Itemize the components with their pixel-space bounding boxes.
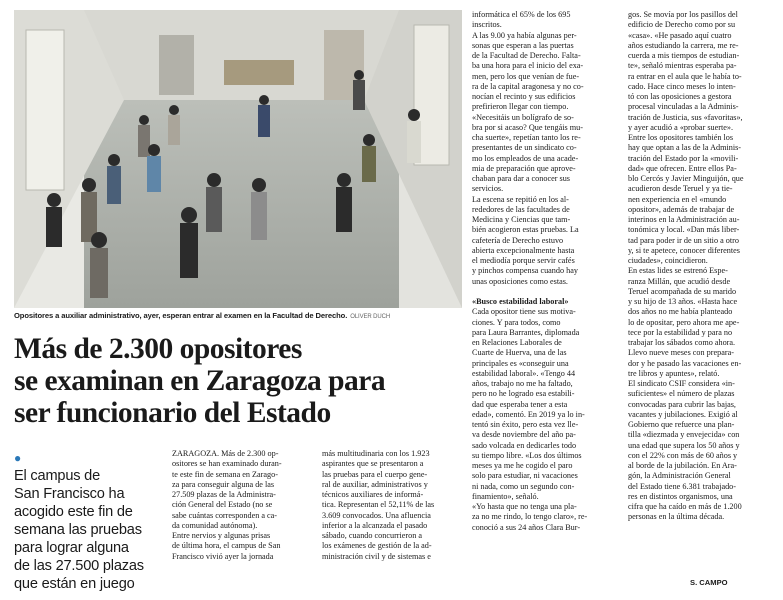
article-line: sabe cuántas corresponden a ca- (172, 510, 278, 520)
article-line: mia de preparación que aprove- (472, 163, 576, 173)
article-line: servicios. (472, 184, 504, 194)
article-line: más multitudinaria con los 1.923 (322, 449, 430, 458)
article-line: dor y he pasado las vacaciones en- (628, 358, 742, 368)
article-line: tó con las oposiciones a gestora (628, 92, 732, 101)
article-line: aspirantes que se presentaron a (322, 459, 424, 469)
article-line: hay que optan a las de la Adminis- (628, 143, 742, 153)
article-line: y, si te apetece, conocer diferentes (628, 245, 740, 255)
lead-summary (14, 449, 166, 593)
article-line: Medicina y Ciencias que tam- (472, 215, 571, 224)
lead-line: semana las pruebas (14, 522, 142, 538)
article-line: tentó sin éxito, pero esta vez lle- (472, 420, 579, 429)
article-line: sonas que esperan a las puertas (472, 40, 574, 50)
article-line: ZARAGOZA. Más de 2.300 op- (172, 449, 279, 458)
article-line: estabilidad laboral». «Tengo 44 (472, 368, 576, 378)
article-line: presentantes de un sindicato co- (472, 143, 577, 153)
article-line: bién acogieron estas pruebas. La (472, 225, 579, 235)
article-line: del Estado tiene 6.381 trabajado- (628, 481, 736, 491)
lead-line: acogido este fin de (14, 504, 133, 520)
article-line: personas en la última década. (628, 512, 725, 522)
article-line: Cada opositor tiene sus motiva- (472, 307, 576, 317)
article-line: trabajar los sábados como ahora. (628, 338, 736, 347)
article-line: nen experiencia en el «mundo (628, 194, 727, 204)
article-line: los exámenes de gestión de la ad- (322, 541, 432, 551)
article-line: en Relaciones Laborales de (472, 338, 562, 347)
article-line: abierta excepcionalmente hasta (472, 245, 575, 255)
headline-line: se examinan en Zaragoza para (14, 365, 386, 397)
article-line: sado volcada en dedicarles todo (472, 440, 577, 450)
article-line: A las 9.00 ya había algunas per- (472, 30, 577, 40)
article-line: las pruebas para el cuerpo gene- (322, 469, 428, 479)
article-line: ción General del Estado (no se (172, 500, 273, 510)
article-line: tración de Justicia, sus «favoritas», (628, 112, 743, 122)
caption-text: Opositores a auxiliar administrativo, ayer, esperan entrar al examen en la Facultad de Derecho. (14, 311, 348, 320)
article-line: Entre los opositores también los (628, 133, 734, 142)
article-line: pero no he logrado esa estabili- (472, 389, 575, 399)
article-line: Llevo nueve meses con prepara- (628, 348, 734, 358)
article-line: su tiempo libre. «Los dos últimos (472, 450, 582, 460)
article-line: rededores de las facultades de (472, 204, 570, 214)
article-line: solo para estudiar, ni vacaciones (472, 471, 578, 481)
headline (14, 333, 464, 429)
article-line: «Necesitáis un bolígrafo de so- (472, 112, 574, 122)
article-line: y su hijo de 13 años. «Hasta hace (628, 297, 738, 306)
article-line: tad para poder ir de un sitio a otro (628, 235, 739, 245)
article-line: chaban para dar a conocer sus (472, 174, 570, 183)
article-line: procesal vinculadas a la Adminis- (628, 102, 739, 112)
article-line: ciones. Y para todos, como (472, 317, 561, 327)
article-line: inscritos. (472, 20, 502, 30)
article-line: cifra que ha caído en más de 1.200 (628, 502, 742, 511)
article-line: Cuarte de Huerva, una de las (472, 348, 567, 358)
article-line: de la Facultad de Derecho. Falta- (472, 51, 581, 60)
hallway-photo-illustration (14, 10, 462, 308)
article-line: convocadas para cubrir las bajas, (628, 399, 736, 409)
article-line: finamiento», señaló. (472, 491, 539, 501)
article-line: sábado, cuando concurrieron a (322, 531, 423, 540)
bullet-icon: ● (14, 451, 22, 465)
article-line: bra por si acaso? Que tengáis mu- (472, 122, 583, 132)
lead-text: El campus de (14, 468, 101, 484)
article-line: cha suerte», repetían tanto los re- (472, 133, 581, 142)
article-line: Entre nervios y algunas prisas (172, 531, 271, 540)
photo-caption (14, 311, 464, 320)
article-line: interinos en la Administración au- (628, 215, 740, 224)
photo-credit: OLIVER DUCH (350, 314, 391, 320)
article-line: ministración civil y de sistemas e (322, 551, 431, 561)
article-line: 3.609 convocados. Una afluencia (322, 510, 431, 520)
article-line: ra entrar en el aula que le había to- (628, 71, 742, 81)
article-line: ra de la capital aragonesa y no co- (472, 81, 584, 91)
article-line: «Yo hasta que no tenga una pla- (472, 502, 577, 511)
article-line: ba una hora para el inicio del exa- (472, 61, 584, 71)
article-line (472, 287, 608, 297)
article-line: «casa». «He pasado aquí cuatro (628, 30, 732, 40)
article-line: suficientes» el número de plazas (628, 389, 735, 399)
article-line: y ayer acudió a «probar suerte». (628, 122, 734, 132)
article-line: La escena se repitió en los al- (472, 194, 569, 204)
article-line: nocían el recinto y sus edificios (472, 92, 576, 101)
article-line: blo Cercós y Javier Minguijón, que (628, 174, 744, 183)
article-column-4 (628, 10, 772, 523)
article-line: para Laura Barrantes, diplomada (472, 327, 580, 337)
article-line: res en distintos organismos, una (628, 491, 733, 501)
article-line: de última hora, el campus de San (172, 541, 281, 551)
article-line: conoció a sus 24 años Clara Bur- (472, 522, 581, 532)
article-line: ciudades», coincidieron. (628, 256, 708, 265)
article-line: te este fin de semana en Zarago- (172, 469, 278, 479)
article-line: mo los empleados de una acade- (472, 153, 579, 163)
article-line: «Busco estabilidad laboral» (472, 297, 569, 306)
article-line: tración del Estado por la «movili- (628, 153, 739, 163)
article-column-1 (172, 449, 308, 562)
lead-line: para lograr alguna (14, 540, 129, 556)
article-line: za no me rindo, lo tengo claro», re- (472, 512, 588, 522)
article-line: ral de auxiliar, administrativos y (322, 479, 428, 489)
article-line: y pinchos compensa cuando hay (472, 266, 578, 276)
headline-line: Más de 2.300 opositores (14, 333, 302, 365)
article-line: El sindicato CSIF considera «in- (628, 379, 735, 388)
article-line: meses ya me he cogido el paro (472, 461, 573, 470)
article-line: gón, la Administración General (628, 471, 731, 481)
article-line: tece por la estabilidad y para no (628, 327, 733, 337)
article-line: opositor», además de trabajar de (628, 204, 735, 214)
article-column-3 (472, 10, 608, 533)
article-line: con el 22% con más de 60 años y (628, 450, 738, 460)
article-line: Gobierno que refuerce una plan- (628, 420, 735, 429)
article-line: ositores se han examinado duran- (172, 459, 282, 469)
article-column-2 (322, 449, 462, 562)
article-line: gos. Se movía por los pasillos del (628, 10, 738, 19)
article-line: años estudiando la carrera, me re- (628, 40, 739, 50)
article-line: una edad que supera los 50 años y (628, 440, 740, 450)
byline: S. CAMPO (690, 578, 728, 587)
article-line: el mediodía porque servir cafés (472, 256, 575, 265)
article-line: dad que esperaba tener a esta (472, 399, 568, 409)
article-line: al borde de la jubilación. En Ara- (628, 461, 737, 470)
article-line: tica. Representan el 52,11% de las (322, 500, 435, 510)
article-line: cado. Hace cinco meses lo inten- (628, 81, 736, 91)
article-line: prefirieron llegar con tiempo. (472, 102, 569, 112)
article-line: técnicos auxiliares de informá- (322, 490, 424, 499)
headline-line: ser funcionario del Estado (14, 397, 331, 429)
article-line: dad» que ofrecen. Entre ellos Pa- (628, 163, 737, 173)
article-line: dos años no me había planteado (628, 307, 733, 317)
article-line: inferior a la alcanzada el pasado (322, 520, 428, 530)
article-line: edad», comentó. En 2019 ya lo in- (472, 409, 585, 419)
article-line: cafetería de Derecho estuvo (472, 235, 564, 245)
lead-line: San Francisco ha (14, 486, 125, 502)
article-line: cuerda a mis tiempos de estudian- (628, 51, 740, 60)
article-line: edificio de Derecho como por su (628, 20, 736, 30)
article-line: ranza Millán, que acudió desde (628, 276, 731, 286)
article-line: vacantes y jubilaciones. Exigió al (628, 409, 738, 419)
article-line: En estas lides se estrenó Espe- (628, 266, 728, 276)
article-line: ni nada, como un segundo con- (472, 481, 575, 491)
article-line: Francisco vivió ayer la jornada (172, 551, 274, 561)
article-line: acudieron desde Teruel y ya tie- (628, 184, 733, 194)
article-line: 27.509 plazas de la Administra- (172, 490, 276, 499)
article-line: informática el 65% de los 695 (472, 10, 571, 19)
article-line: lo de opositar, pero ahora me ape- (628, 317, 740, 327)
lead-line (14, 449, 166, 485)
article-line: te», señaló mientras esperaba pa- (628, 61, 737, 71)
article-line: za para conseguir alguna de las (172, 479, 275, 489)
article-line: va desde noviembre del año pa- (472, 430, 576, 440)
lead-line: de las 27.500 plazas (14, 558, 144, 574)
article-line: tonómica y local. «Dan más liber- (628, 225, 740, 235)
lead-line: que están en juego (14, 576, 135, 592)
article-line: principales es «conseguir una (472, 358, 569, 368)
article-line: unas oposiciones como estas. (472, 276, 568, 286)
article-line: men, pero los que venían de fue- (472, 71, 580, 81)
article-line: tre libros y apuntes», relató. (628, 368, 720, 378)
article-line: da comunidad autónoma). (172, 520, 258, 530)
article-line: Teruel acompañada de su marido (628, 286, 737, 296)
article-line: tilla «diezmada y envejecida» con (628, 430, 740, 440)
article-line: años, trabajo no me ha faltado, (472, 379, 573, 388)
news-photo (14, 10, 462, 308)
